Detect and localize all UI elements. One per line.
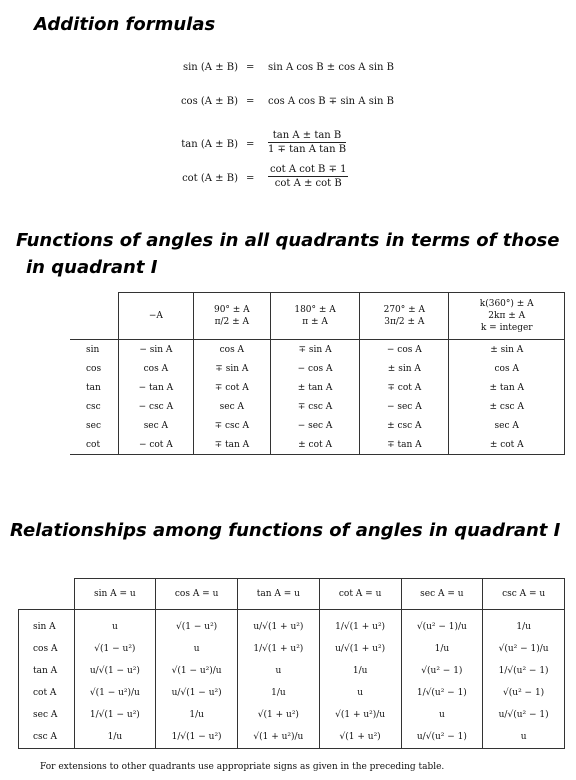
- table-cell: √(u² − 1)/u: [483, 638, 565, 660]
- row-function-label: sin A: [19, 610, 75, 639]
- column-header: 90° ± A π/2 ± A: [193, 293, 270, 340]
- table-cell: u/√(1 − u²): [74, 660, 156, 682]
- table-cell: u: [156, 638, 238, 660]
- formula-fraction: [268, 130, 346, 155]
- table-cell: sec A: [449, 416, 565, 435]
- table-cell: − sec A: [360, 397, 449, 416]
- table-row: [70, 397, 565, 416]
- fraction-numerator: cot A cot B ∓ 1: [270, 164, 347, 175]
- table-cell: √(u² − 1): [483, 682, 565, 704]
- formula-cos: [150, 96, 480, 130]
- quadrants-heading-line1: Functions of angles in all quadrants in terms of those: [16, 230, 560, 251]
- table-row: [19, 704, 565, 726]
- formula-lhs: sin (A ± B): [182, 62, 238, 73]
- table-cell: ± tan A: [449, 378, 565, 397]
- table-cell: u: [483, 726, 565, 749]
- equals-sign: =: [246, 139, 255, 150]
- table-cell: ∓ csc A: [193, 416, 270, 435]
- table-cell: ∓ tan A: [360, 435, 449, 455]
- table-cell: 1/√(1 − u²): [156, 726, 238, 749]
- row-function-label: tan A: [19, 660, 75, 682]
- table-cell: ± csc A: [449, 397, 565, 416]
- row-function-label: tan: [70, 378, 119, 397]
- table-cell: − sin A: [119, 340, 194, 360]
- table-cell: 1/√(1 + u²): [319, 610, 401, 639]
- formula-sin: [150, 62, 480, 96]
- equals-sign: =: [246, 62, 255, 73]
- row-function-label: cos A: [19, 638, 75, 660]
- table-cell: 1/√(u² − 1): [401, 682, 483, 704]
- column-header: cos A = u: [156, 579, 238, 610]
- table-cell: ∓ sin A: [193, 359, 270, 378]
- table-cell: 1/√(1 − u²): [74, 704, 156, 726]
- column-header: sin A = u: [74, 579, 156, 610]
- table-corner: [19, 579, 75, 610]
- table-cell: 1/√(u² − 1): [483, 660, 565, 682]
- table-cell: ∓ csc A: [270, 397, 359, 416]
- table-cell: √(u² − 1): [401, 660, 483, 682]
- table-cell: sec A: [193, 397, 270, 416]
- table-row: [19, 726, 565, 749]
- equals-sign: =: [246, 96, 255, 107]
- table-cell: 1/u: [156, 704, 238, 726]
- formula-rhs: sin A cos B ± cos A sin B: [268, 62, 394, 73]
- table-cell: ∓ cot A: [193, 378, 270, 397]
- table-cell: 1/√(1 + u²): [238, 638, 320, 660]
- table-cell: − tan A: [119, 378, 194, 397]
- table-cell: 1/u: [401, 638, 483, 660]
- table-row: [70, 378, 565, 397]
- table-cell: √(1 − u²)/u: [74, 682, 156, 704]
- table-cell: cos A: [449, 359, 565, 378]
- table-cell: 1/u: [74, 726, 156, 749]
- table-cell: ± sin A: [360, 359, 449, 378]
- table-cell: 1/u: [238, 682, 320, 704]
- table-cell: − cos A: [270, 359, 359, 378]
- formula-lhs: tan (A ± B): [181, 139, 238, 150]
- table-cell: ± cot A: [449, 435, 565, 455]
- row-function-label: cot A: [19, 682, 75, 704]
- table-row: [70, 359, 565, 378]
- table-cell: cos A: [119, 359, 194, 378]
- table-row: [19, 638, 565, 660]
- table-cell: √(u² − 1)/u: [401, 610, 483, 639]
- table-row: [70, 435, 565, 455]
- table-cell: u/√(u² − 1): [401, 726, 483, 749]
- row-function-label: cot: [70, 435, 119, 455]
- relationships-heading: Relationships among functions of angles in quadrant I: [10, 520, 561, 541]
- quadrants-heading: [16, 227, 559, 281]
- table-cell: u: [319, 682, 401, 704]
- table-cell: √(1 − u²): [156, 610, 238, 639]
- fraction-numerator: tan A ± tan B: [268, 130, 346, 143]
- row-function-label: cos: [70, 359, 119, 378]
- table-cell: ± sin A: [449, 340, 565, 360]
- column-header: tan A = u: [238, 579, 320, 610]
- table-cell: u: [74, 610, 156, 639]
- fraction-denominator: 1 ∓ tan A tan B: [268, 144, 347, 155]
- table-cell: 1/u: [483, 610, 565, 639]
- table-cell: ± tan A: [270, 378, 359, 397]
- table-cell: √(1 + u²): [238, 704, 320, 726]
- addition-formulas: [150, 62, 480, 198]
- table-cell: u/√(1 + u²): [319, 638, 401, 660]
- table-row: [19, 682, 565, 704]
- table-cell: u/√(1 − u²): [156, 682, 238, 704]
- column-header: 180° ± A π ± A: [270, 293, 359, 340]
- row-function-label: sec: [70, 416, 119, 435]
- formula-lhs: cot (A ± B): [182, 173, 238, 184]
- table-header-row: [70, 293, 565, 340]
- table-row: [19, 660, 565, 682]
- table-cell: cos A: [193, 340, 270, 360]
- table-cell: ∓ tan A: [193, 435, 270, 455]
- table-row: [70, 340, 565, 360]
- table-cell: − cot A: [119, 435, 194, 455]
- column-header: csc A = u: [483, 579, 565, 610]
- table-cell: √(1 + u²)/u: [238, 726, 320, 749]
- row-function-label: sec A: [19, 704, 75, 726]
- column-header: 270° ± A 3π/2 ± A: [360, 293, 449, 340]
- table-cell: sec A: [119, 416, 194, 435]
- table-cell: ± cot A: [270, 435, 359, 455]
- table-corner: [70, 293, 119, 340]
- column-header: −A: [119, 293, 194, 340]
- row-function-label: csc: [70, 397, 119, 416]
- fraction-denominator: cot A ± cot B: [274, 178, 342, 189]
- column-header: cot A = u: [319, 579, 401, 610]
- row-function-label: sin: [70, 340, 119, 360]
- table-cell: ∓ sin A: [270, 340, 359, 360]
- formula-rhs: cos A cos B ∓ sin A sin B: [268, 96, 394, 107]
- formula-cot: [150, 164, 480, 198]
- table-cell: √(1 + u²): [319, 726, 401, 749]
- table-cell: ∓ cot A: [360, 378, 449, 397]
- formula-fraction: [268, 164, 348, 189]
- relationship-table: [18, 578, 565, 749]
- table-cell: − sec A: [270, 416, 359, 435]
- column-header: sec A = u: [401, 579, 483, 610]
- table-cell: ± csc A: [360, 416, 449, 435]
- table-row: [70, 416, 565, 435]
- table-cell: 1/u: [319, 660, 401, 682]
- table-cell: − csc A: [119, 397, 194, 416]
- table-row: [19, 610, 565, 639]
- quadrants-heading-line2: in quadrant I: [26, 257, 158, 278]
- table-header-row: [19, 579, 565, 610]
- quadrant-table: [70, 292, 565, 455]
- formula-lhs: cos (A ± B): [180, 96, 238, 107]
- footnote: For extensions to other quadrants use appropriate signs as given in the preceding table.: [40, 762, 445, 772]
- table-cell: u/√(u² − 1): [483, 704, 565, 726]
- addition-formulas-heading: Addition formulas: [34, 14, 216, 35]
- table-cell: √(1 − u²)/u: [156, 660, 238, 682]
- table-cell: − cos A: [360, 340, 449, 360]
- equals-sign: =: [246, 173, 255, 184]
- row-function-label: csc A: [19, 726, 75, 749]
- column-header: k(360°) ± A 2kπ ± A k = integer: [449, 293, 565, 340]
- table-cell: √(1 − u²): [74, 638, 156, 660]
- table-cell: √(1 + u²)/u: [319, 704, 401, 726]
- table-cell: u/√(1 + u²): [238, 610, 320, 639]
- table-cell: u: [238, 660, 320, 682]
- formula-tan: [150, 130, 480, 164]
- table-cell: u: [401, 704, 483, 726]
